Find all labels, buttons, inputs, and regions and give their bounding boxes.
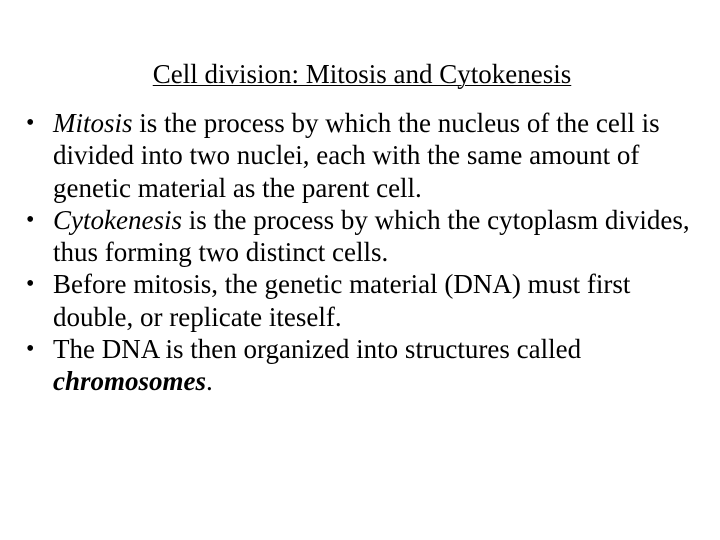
slide-title: Cell division: Mitosis and Cytokenesis bbox=[152, 59, 572, 89]
bullet-dot-icon: • bbox=[26, 206, 35, 233]
bullet-text-end: . bbox=[206, 366, 213, 397]
bullet-item-chromosomes bbox=[0, 333, 700, 398]
bullet-text: Before mitosis, the genetic material (DNA) must first double, or replicate iteself. bbox=[53, 269, 631, 332]
bullet-list bbox=[0, 107, 700, 398]
bullet-item-cytokenesis bbox=[0, 204, 700, 269]
bullet-item-mitosis bbox=[0, 107, 700, 204]
bullet-text: The DNA is then organized into structures called bbox=[53, 334, 582, 365]
term-chromosomes: chromosomes bbox=[53, 366, 207, 397]
bullet-text: is the process by which the cytoplasm divides, thus forming two distinct cells. bbox=[53, 204, 690, 268]
bullet-text: is the process by which the nucleus of the cell is divided into two nuclei, each with the same amount of genetic material as the parent cell. bbox=[53, 108, 660, 203]
bullet-item-dna-replication bbox=[0, 268, 700, 333]
bullet-dot-icon: • bbox=[26, 110, 35, 136]
term-mitosis: Mitosis bbox=[53, 108, 133, 138]
bullet-dot-icon: • bbox=[26, 336, 35, 363]
bullet-dot-icon: • bbox=[26, 271, 35, 298]
term-cytokenesis: Cytokenesis bbox=[53, 204, 182, 235]
